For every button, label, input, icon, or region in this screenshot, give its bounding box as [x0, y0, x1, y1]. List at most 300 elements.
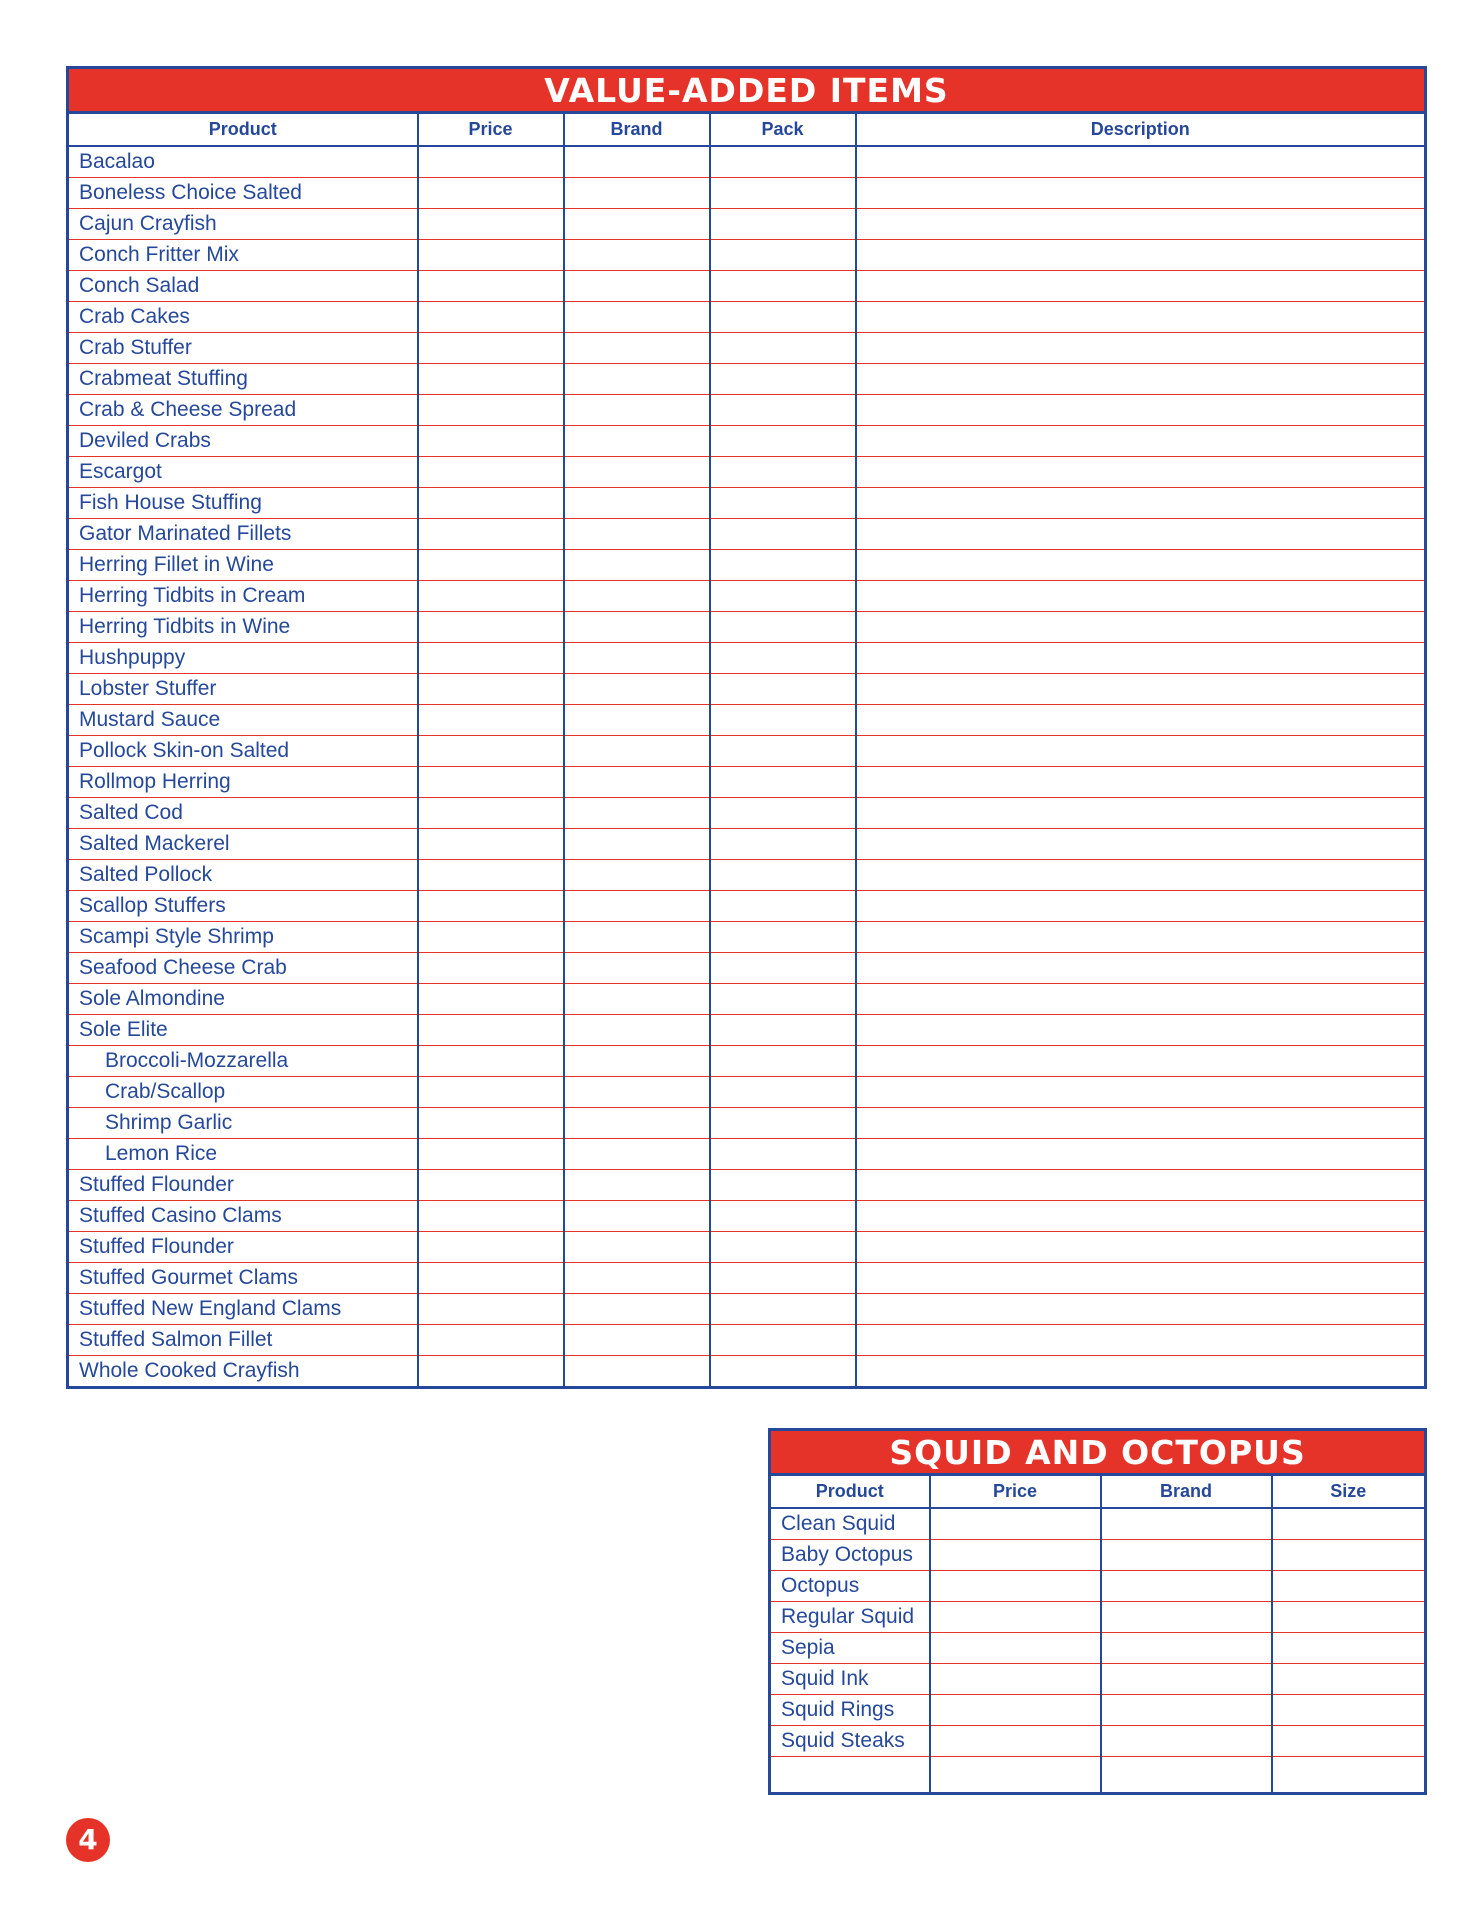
blank-cell [1272, 1633, 1426, 1664]
product-cell: Scampi Style Shrimp [68, 922, 418, 953]
blank-cell [1272, 1757, 1426, 1794]
blank-cell [856, 488, 1426, 519]
blank-cell [856, 736, 1426, 767]
blank-cell [418, 1139, 564, 1170]
blank-cell [564, 891, 710, 922]
blank-cell [930, 1571, 1101, 1602]
table-row [770, 1508, 1426, 1540]
product-cell: Salted Mackerel [68, 829, 418, 860]
value-added-title: VALUE-ADDED ITEMS [68, 68, 1426, 113]
blank-cell [856, 643, 1426, 674]
blank-cell [710, 178, 856, 209]
table-row [68, 767, 1426, 798]
blank-cell [710, 643, 856, 674]
blank-cell [856, 922, 1426, 953]
blank-cell [856, 1077, 1426, 1108]
blank-cell [418, 860, 564, 891]
blank-cell [930, 1695, 1101, 1726]
product-cell: Lemon Rice [68, 1139, 418, 1170]
product-cell: Shrimp Garlic [68, 1108, 418, 1139]
blank-cell [856, 705, 1426, 736]
table-row [770, 1695, 1426, 1726]
blank-cell [710, 1139, 856, 1170]
blank-cell [856, 891, 1426, 922]
table-row [68, 426, 1426, 457]
blank-cell [418, 1077, 564, 1108]
blank-cell [418, 364, 564, 395]
blank-cell [418, 798, 564, 829]
table-row [68, 271, 1426, 302]
table-row [68, 1325, 1426, 1356]
column-header-size: Size [1272, 1475, 1426, 1509]
table-row [68, 364, 1426, 395]
blank-cell [564, 767, 710, 798]
blank-cell [418, 767, 564, 798]
table-row [68, 1232, 1426, 1263]
blank-cell [418, 705, 564, 736]
blank-cell [564, 519, 710, 550]
blank-cell [710, 953, 856, 984]
blank-cell [856, 1170, 1426, 1201]
product-cell: Deviled Crabs [68, 426, 418, 457]
table-row [68, 1046, 1426, 1077]
blank-cell [418, 550, 564, 581]
page-number-badge: 4 [66, 1818, 110, 1862]
blank-cell [564, 240, 710, 271]
blank-cell [564, 271, 710, 302]
product-cell: Stuffed Salmon Fillet [68, 1325, 418, 1356]
blank-cell [418, 1201, 564, 1232]
product-cell: Octopus [770, 1571, 930, 1602]
blank-cell [710, 364, 856, 395]
product-cell: Scallop Stuffers [68, 891, 418, 922]
table-row [770, 1664, 1426, 1695]
blank-cell [710, 209, 856, 240]
blank-cell [1101, 1540, 1272, 1571]
blank-cell [856, 1139, 1426, 1170]
blank-cell [418, 643, 564, 674]
blank-cell [564, 860, 710, 891]
blank-cell [856, 364, 1426, 395]
blank-cell [856, 550, 1426, 581]
blank-cell [856, 1046, 1426, 1077]
product-cell: Fish House Stuffing [68, 488, 418, 519]
blank-cell [1272, 1602, 1426, 1633]
blank-cell [710, 674, 856, 705]
product-cell: Crabmeat Stuffing [68, 364, 418, 395]
blank-cell [710, 581, 856, 612]
product-cell: Broccoli-Mozzarella [68, 1046, 418, 1077]
blank-cell [564, 612, 710, 643]
table-row [68, 581, 1426, 612]
blank-cell [1272, 1664, 1426, 1695]
blank-cell [710, 1325, 856, 1356]
blank-cell [564, 178, 710, 209]
blank-cell [856, 271, 1426, 302]
blank-cell [710, 333, 856, 364]
blank-cell [710, 1077, 856, 1108]
blank-cell [418, 1356, 564, 1388]
blank-cell [418, 1170, 564, 1201]
blank-cell [1101, 1695, 1272, 1726]
blank-cell [710, 1356, 856, 1388]
table-row [68, 457, 1426, 488]
table-row [68, 643, 1426, 674]
table-row [68, 1201, 1426, 1232]
blank-cell [1272, 1695, 1426, 1726]
column-header-brand: Brand [564, 113, 710, 147]
product-cell: Mustard Sauce [68, 705, 418, 736]
product-cell: Herring Fillet in Wine [68, 550, 418, 581]
blank-cell [856, 1232, 1426, 1263]
blank-cell [856, 767, 1426, 798]
blank-cell [710, 457, 856, 488]
product-cell: Bacalao [68, 146, 418, 178]
blank-cell [856, 426, 1426, 457]
column-header-product: Product [770, 1475, 930, 1509]
blank-cell [710, 488, 856, 519]
blank-cell [564, 1325, 710, 1356]
blank-cell [564, 1108, 710, 1139]
table-row [68, 736, 1426, 767]
blank-cell [564, 333, 710, 364]
blank-cell [930, 1633, 1101, 1664]
blank-cell [856, 1263, 1426, 1294]
blank-cell [710, 891, 856, 922]
blank-cell [418, 612, 564, 643]
blank-cell [856, 395, 1426, 426]
blank-cell [856, 209, 1426, 240]
squid-octopus-title: SQUID AND OCTOPUS [770, 1430, 1426, 1475]
table-row [68, 891, 1426, 922]
blank-cell [710, 1170, 856, 1201]
blank-cell [710, 271, 856, 302]
blank-cell [856, 953, 1426, 984]
table-row [68, 395, 1426, 426]
blank-cell [418, 1325, 564, 1356]
product-cell: Salted Pollock [68, 860, 418, 891]
table-row [68, 240, 1426, 271]
blank-cell [856, 829, 1426, 860]
blank-cell [856, 302, 1426, 333]
product-cell: Boneless Choice Salted [68, 178, 418, 209]
blank-cell [564, 1356, 710, 1388]
blank-cell [418, 984, 564, 1015]
blank-cell [1272, 1726, 1426, 1757]
blank-cell [1101, 1757, 1272, 1794]
table-row [68, 984, 1426, 1015]
blank-cell [564, 953, 710, 984]
blank-cell [710, 146, 856, 178]
blank-cell [1272, 1540, 1426, 1571]
product-cell: Crab Stuffer [68, 333, 418, 364]
table-row [68, 302, 1426, 333]
table-row [770, 1602, 1426, 1633]
table-row [68, 1294, 1426, 1325]
blank-cell [930, 1602, 1101, 1633]
blank-cell [856, 674, 1426, 705]
column-header-price: Price [930, 1475, 1101, 1509]
product-cell: Stuffed New England Clams [68, 1294, 418, 1325]
table-row [68, 829, 1426, 860]
product-cell: Herring Tidbits in Cream [68, 581, 418, 612]
blank-cell [564, 1139, 710, 1170]
table-row [68, 1263, 1426, 1294]
blank-cell [564, 581, 710, 612]
product-cell [770, 1757, 930, 1794]
blank-cell [856, 798, 1426, 829]
column-header-brand: Brand [1101, 1475, 1272, 1509]
blank-cell [710, 519, 856, 550]
blank-cell [418, 178, 564, 209]
blank-cell [710, 395, 856, 426]
product-cell: Hushpuppy [68, 643, 418, 674]
blank-cell [564, 922, 710, 953]
blank-cell [930, 1664, 1101, 1695]
table-row [68, 860, 1426, 891]
blank-cell [564, 395, 710, 426]
blank-cell [418, 1046, 564, 1077]
product-cell: Squid Ink [770, 1664, 930, 1695]
blank-cell [564, 1232, 710, 1263]
column-header-price: Price [418, 113, 564, 147]
blank-cell [1101, 1633, 1272, 1664]
table-row [68, 1139, 1426, 1170]
blank-cell [564, 829, 710, 860]
blank-cell [930, 1508, 1101, 1540]
product-cell: Stuffed Flounder [68, 1232, 418, 1263]
blank-cell [564, 798, 710, 829]
table-row [68, 1077, 1426, 1108]
table-row [770, 1633, 1426, 1664]
value-added-header-row [68, 113, 1426, 147]
product-cell: Salted Cod [68, 798, 418, 829]
blank-cell [564, 1263, 710, 1294]
squid-and-octopus-table [768, 1428, 1427, 1795]
table-row [68, 209, 1426, 240]
blank-cell [710, 798, 856, 829]
blank-cell [418, 395, 564, 426]
blank-cell [418, 953, 564, 984]
product-cell: Crab & Cheese Spread [68, 395, 418, 426]
product-cell: Squid Rings [770, 1695, 930, 1726]
blank-cell [418, 674, 564, 705]
product-cell: Conch Salad [68, 271, 418, 302]
product-cell: Escargot [68, 457, 418, 488]
value-added-items-table [66, 66, 1427, 1389]
blank-cell [856, 1201, 1426, 1232]
blank-cell [418, 922, 564, 953]
blank-cell [930, 1540, 1101, 1571]
blank-cell [564, 426, 710, 457]
blank-cell [564, 984, 710, 1015]
blank-cell [564, 674, 710, 705]
blank-cell [564, 1077, 710, 1108]
table-row [68, 798, 1426, 829]
blank-cell [564, 1201, 710, 1232]
blank-cell [710, 1263, 856, 1294]
table-row [68, 705, 1426, 736]
blank-cell [856, 860, 1426, 891]
product-cell: Baby Octopus [770, 1540, 930, 1571]
blank-cell [710, 767, 856, 798]
product-cell: Squid Steaks [770, 1726, 930, 1757]
product-cell: Sole Elite [68, 1015, 418, 1046]
blank-cell [710, 984, 856, 1015]
blank-cell [710, 1201, 856, 1232]
blank-cell [418, 240, 564, 271]
blank-cell [856, 457, 1426, 488]
table-row [68, 333, 1426, 364]
product-cell: Herring Tidbits in Wine [68, 612, 418, 643]
blank-cell [710, 302, 856, 333]
column-header-product: Product [68, 113, 418, 147]
blank-cell [930, 1757, 1101, 1794]
blank-cell [856, 240, 1426, 271]
blank-cell [710, 1015, 856, 1046]
table-row [68, 146, 1426, 178]
blank-cell [710, 1232, 856, 1263]
product-cell: Sepia [770, 1633, 930, 1664]
blank-cell [418, 457, 564, 488]
blank-cell [418, 302, 564, 333]
blank-cell [1101, 1602, 1272, 1633]
product-cell: Gator Marinated Fillets [68, 519, 418, 550]
product-cell: Stuffed Casino Clams [68, 1201, 418, 1232]
blank-cell [856, 1325, 1426, 1356]
table-row [770, 1757, 1426, 1794]
squid-octopus-header-row [770, 1475, 1426, 1509]
blank-cell [564, 550, 710, 581]
table-row [68, 922, 1426, 953]
table-row [68, 674, 1426, 705]
blank-cell [418, 519, 564, 550]
product-cell: Seafood Cheese Crab [68, 953, 418, 984]
table-row [68, 1108, 1426, 1139]
blank-cell [856, 1015, 1426, 1046]
blank-cell [418, 146, 564, 178]
table-row [68, 953, 1426, 984]
product-cell: Cajun Crayfish [68, 209, 418, 240]
blank-cell [564, 643, 710, 674]
blank-cell [564, 302, 710, 333]
column-header-description: Description [856, 113, 1426, 147]
blank-cell [710, 736, 856, 767]
blank-cell [418, 1232, 564, 1263]
table-row [68, 178, 1426, 209]
column-header-pack: Pack [710, 113, 856, 147]
table-row [770, 1540, 1426, 1571]
blank-cell [710, 1108, 856, 1139]
product-cell: Crab/Scallop [68, 1077, 418, 1108]
blank-cell [564, 364, 710, 395]
blank-cell [418, 271, 564, 302]
product-cell: Whole Cooked Crayfish [68, 1356, 418, 1388]
blank-cell [418, 829, 564, 860]
blank-cell [856, 1108, 1426, 1139]
table-row [68, 550, 1426, 581]
blank-cell [1272, 1508, 1426, 1540]
blank-cell [1101, 1726, 1272, 1757]
product-cell: Regular Squid [770, 1602, 930, 1633]
blank-cell [564, 705, 710, 736]
blank-cell [856, 178, 1426, 209]
blank-cell [710, 550, 856, 581]
blank-cell [1101, 1571, 1272, 1602]
blank-cell [710, 829, 856, 860]
blank-cell [710, 705, 856, 736]
table-row [68, 612, 1426, 643]
product-cell: Sole Almondine [68, 984, 418, 1015]
table-row [68, 519, 1426, 550]
blank-cell [710, 240, 856, 271]
blank-cell [418, 488, 564, 519]
blank-cell [418, 1263, 564, 1294]
table-row [770, 1726, 1426, 1757]
blank-cell [418, 426, 564, 457]
table-row [68, 488, 1426, 519]
blank-cell [418, 581, 564, 612]
blank-cell [418, 209, 564, 240]
blank-cell [710, 860, 856, 891]
blank-cell [1272, 1571, 1426, 1602]
blank-cell [710, 1046, 856, 1077]
blank-cell [564, 1170, 710, 1201]
blank-cell [564, 457, 710, 488]
blank-cell [856, 146, 1426, 178]
blank-cell [418, 736, 564, 767]
blank-cell [856, 1356, 1426, 1388]
product-cell: Crab Cakes [68, 302, 418, 333]
blank-cell [1101, 1508, 1272, 1540]
blank-cell [564, 1294, 710, 1325]
blank-cell [418, 1294, 564, 1325]
blank-cell [856, 519, 1426, 550]
blank-cell [856, 612, 1426, 643]
product-cell: Clean Squid [770, 1508, 930, 1540]
blank-cell [856, 581, 1426, 612]
product-cell: Rollmop Herring [68, 767, 418, 798]
blank-cell [418, 333, 564, 364]
blank-cell [1101, 1664, 1272, 1695]
blank-cell [856, 1294, 1426, 1325]
blank-cell [418, 891, 564, 922]
blank-cell [418, 1108, 564, 1139]
blank-cell [564, 146, 710, 178]
product-cell: Stuffed Flounder [68, 1170, 418, 1201]
product-cell: Pollock Skin-on Salted [68, 736, 418, 767]
blank-cell [564, 736, 710, 767]
blank-cell [710, 426, 856, 457]
blank-cell [710, 612, 856, 643]
blank-cell [710, 922, 856, 953]
blank-cell [930, 1726, 1101, 1757]
blank-cell [564, 488, 710, 519]
product-cell: Lobster Stuffer [68, 674, 418, 705]
blank-cell [710, 1294, 856, 1325]
table-row [68, 1170, 1426, 1201]
blank-cell [564, 1015, 710, 1046]
blank-cell [564, 209, 710, 240]
blank-cell [856, 333, 1426, 364]
blank-cell [564, 1046, 710, 1077]
product-cell: Conch Fritter Mix [68, 240, 418, 271]
product-cell: Stuffed Gourmet Clams [68, 1263, 418, 1294]
table-row [68, 1015, 1426, 1046]
blank-cell [418, 1015, 564, 1046]
table-row [770, 1571, 1426, 1602]
table-row [68, 1356, 1426, 1388]
